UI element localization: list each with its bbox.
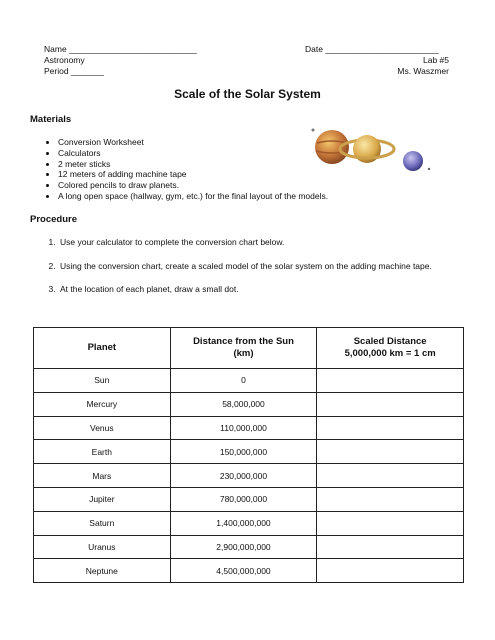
table-row bbox=[34, 392, 464, 416]
distance-cell: 1,400,000,000 bbox=[170, 511, 317, 535]
list-item: • Conversion Worksheet bbox=[58, 137, 328, 148]
materials-list bbox=[44, 137, 328, 202]
planet-cell: Jupiter bbox=[34, 487, 171, 511]
list-item: 1. Use your calculator to complete the conversion chart below. bbox=[58, 237, 458, 248]
distance-cell: 150,000,000 bbox=[170, 440, 317, 464]
distance-cell: 2,900,000,000 bbox=[170, 535, 317, 559]
table-row bbox=[34, 440, 464, 464]
list-item: • Calculators bbox=[58, 148, 328, 159]
planet-cell: Uranus bbox=[34, 535, 171, 559]
conversion-table bbox=[33, 327, 464, 583]
planet-cell: Saturn bbox=[34, 511, 171, 535]
name-field: Name ___________________________ bbox=[44, 44, 197, 54]
scaled-cell[interactable] bbox=[317, 416, 464, 440]
scaled-cell[interactable] bbox=[317, 535, 464, 559]
distance-cell: 0 bbox=[170, 369, 317, 393]
table-row bbox=[34, 369, 464, 393]
procedure-list bbox=[44, 237, 458, 308]
jupiter-icon bbox=[315, 130, 349, 164]
scaled-cell[interactable] bbox=[317, 487, 464, 511]
table-row bbox=[34, 535, 464, 559]
subject-label: Astronomy bbox=[44, 55, 85, 65]
scaled-cell[interactable] bbox=[317, 511, 464, 535]
scaled-column-header: Scaled Distance 5,000,000 km = 1 cm bbox=[317, 328, 464, 369]
page-title: Scale of the Solar System bbox=[174, 87, 321, 101]
scaled-cell[interactable] bbox=[317, 392, 464, 416]
planet-cell: Mercury bbox=[34, 392, 171, 416]
period-field: Period _______ bbox=[44, 66, 105, 76]
distance-cell: 230,000,000 bbox=[170, 464, 317, 488]
table-row bbox=[34, 416, 464, 440]
list-item: • 12 meters of adding machine tape bbox=[58, 169, 328, 180]
scaled-cell[interactable] bbox=[317, 559, 464, 583]
list-item: 2. Using the conversion chart, create a scaled model of the solar system on the adding machine tape. bbox=[58, 261, 458, 272]
planet-cell: Earth bbox=[34, 440, 171, 464]
distance-cell: 110,000,000 bbox=[170, 416, 317, 440]
distance-cell: 780,000,000 bbox=[170, 487, 317, 511]
table-header-row bbox=[34, 328, 464, 369]
date-field: Date ________________________ bbox=[305, 44, 439, 54]
planets-illustration bbox=[305, 125, 445, 185]
planet-cell: Neptune bbox=[34, 559, 171, 583]
scaled-cell[interactable] bbox=[317, 440, 464, 464]
table-row bbox=[34, 487, 464, 511]
procedure-heading: Procedure bbox=[30, 214, 77, 225]
teacher-name: Ms. Waszmer bbox=[397, 66, 449, 76]
materials-heading: Materials bbox=[30, 114, 72, 125]
small-planet-icon bbox=[312, 129, 315, 132]
lab-number: Lab #5 bbox=[423, 55, 449, 65]
table-row bbox=[34, 559, 464, 583]
planet-column-header: Planet bbox=[34, 328, 171, 369]
small-moon-icon bbox=[428, 168, 430, 170]
distance-cell: 4,500,000,000 bbox=[170, 559, 317, 583]
planet-cell: Venus bbox=[34, 416, 171, 440]
scaled-cell[interactable] bbox=[317, 464, 464, 488]
planet-cell: Sun bbox=[34, 369, 171, 393]
scaled-cell[interactable] bbox=[317, 369, 464, 393]
distance-column-header: Distance from the Sun (km) bbox=[170, 328, 317, 369]
list-item: 3. At the location of each planet, draw a small dot. bbox=[58, 284, 458, 295]
list-item: • A long open space (hallway, gym, etc.) for the final layout of the models. bbox=[58, 191, 328, 202]
planet-cell: Mars bbox=[34, 464, 171, 488]
distance-cell: 58,000,000 bbox=[170, 392, 317, 416]
table-row bbox=[34, 511, 464, 535]
list-item: • 2 meter sticks bbox=[58, 159, 328, 170]
table-row bbox=[34, 464, 464, 488]
uranus-icon bbox=[403, 151, 423, 171]
list-item: • Colored pencils to draw planets. bbox=[58, 180, 328, 191]
